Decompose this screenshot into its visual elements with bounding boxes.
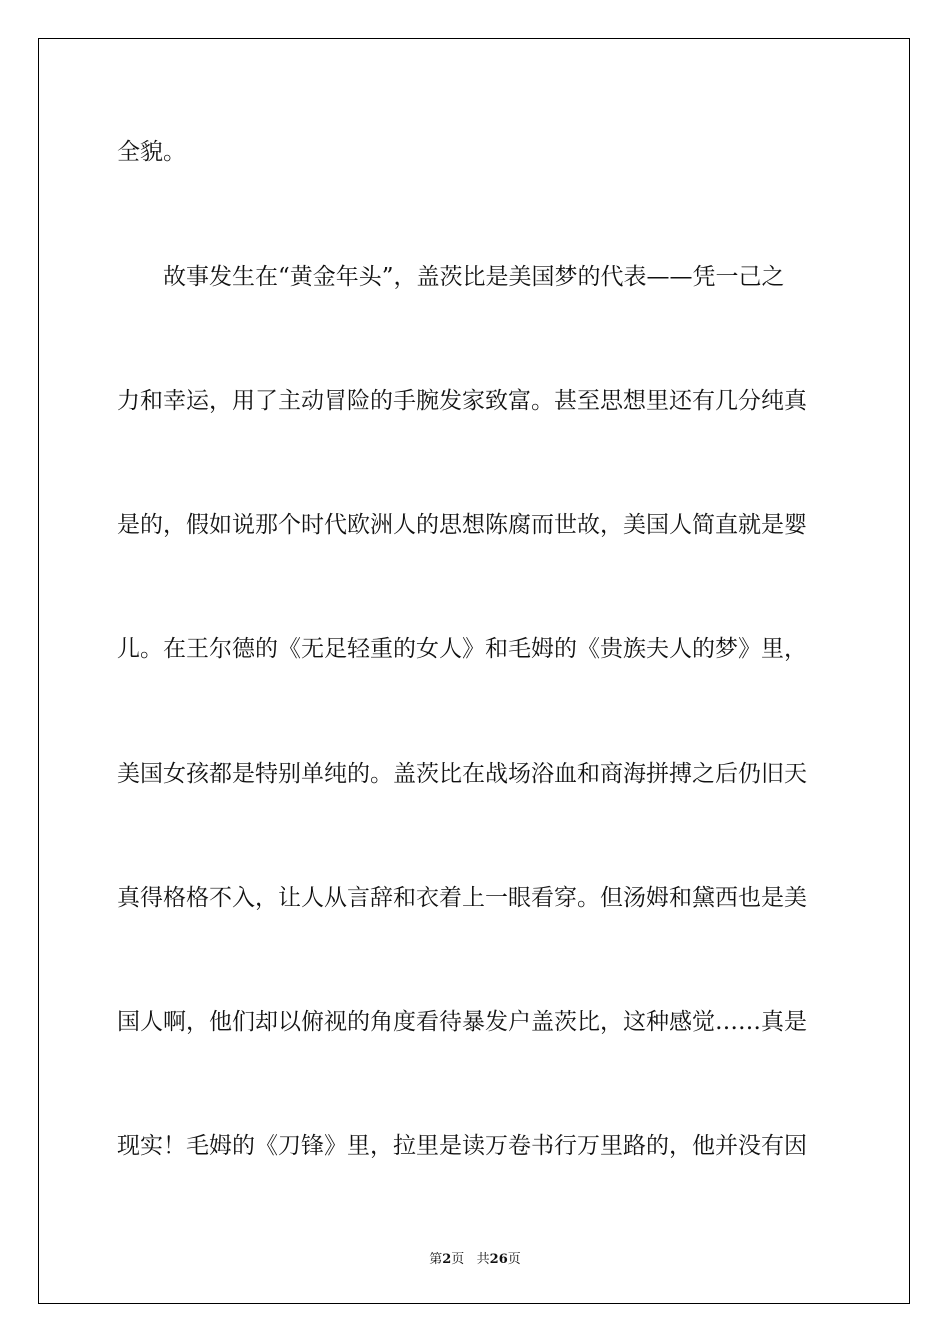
paragraph-line: 全貌。 — [117, 139, 186, 165]
paragraph-line: 国人啊，他们却以俯视的角度看待暴发户盖茨比，这种感觉……真是 — [117, 1009, 807, 1035]
current-page-number: 2 — [442, 1252, 452, 1267]
paragraph-line: 儿。在王尔德的《无足轻重的女人》和毛姆的《贵族夫人的梦》里， — [117, 636, 807, 662]
paragraph-line: 力和幸运，用了主动冒险的手腕发家致富。甚至思想里还有几分纯真 — [117, 388, 807, 414]
paragraph-line: 美国女孩都是特别单纯的。盖茨比在战场浴血和商海拼搏之后仍旧天 — [117, 761, 807, 787]
page-border — [38, 38, 910, 1304]
total-page-number: 26 — [489, 1252, 508, 1267]
page-prefix: 第 — [429, 1252, 443, 1267]
paragraph-line: 现实！毛姆的《刀锋》里，拉里是读万卷书行万里路的，他并没有因 — [117, 1133, 807, 1159]
paragraph-line: 是的，假如说那个时代欧洲人的思想陈腐而世故，美国人简直就是婴 — [117, 512, 807, 538]
page-footer — [0, 1248, 950, 1267]
paragraph-line: 故事发生在“黄金年头”，盖茨比是美国梦的代表——凭一己之 — [163, 264, 785, 290]
page-mid: 页 共 — [451, 1252, 490, 1267]
page-suffix: 页 — [507, 1252, 521, 1267]
paragraph-line: 真得格格不入，让人从言辞和衣着上一眼看穿。但汤姆和黛西也是美 — [117, 885, 807, 911]
